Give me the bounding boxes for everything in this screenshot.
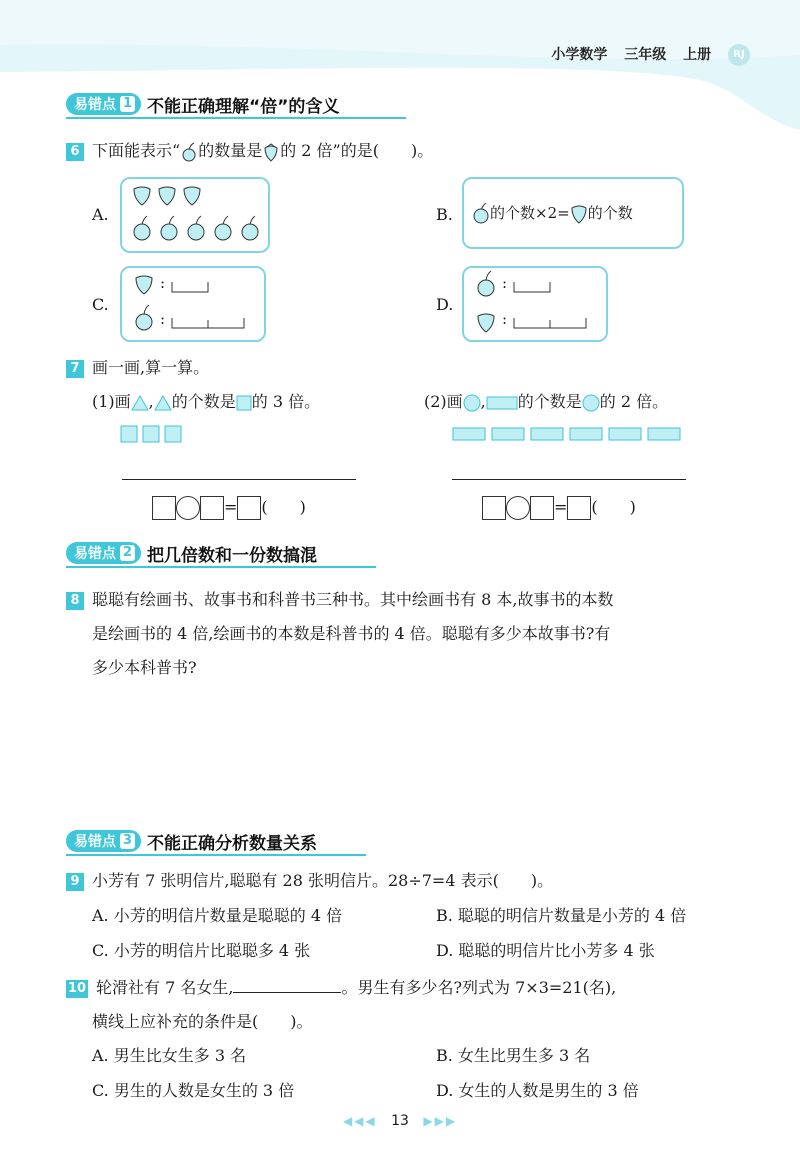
q7-p2-mid2: 的个数是: [517, 392, 582, 411]
option-b-label[interactable]: B.: [436, 205, 453, 224]
q7-rectangles-row: [452, 427, 684, 443]
rectangle-shape: [492, 428, 524, 440]
left-arrows-icon: ◀◀◀: [342, 1114, 377, 1128]
q7-p2-pre: (2)画: [424, 392, 463, 411]
question-number: 6: [66, 143, 84, 161]
q10-option-c[interactable]: C. 男生的人数是女生的 3 倍: [92, 1081, 295, 1100]
strawberry-icon: [478, 314, 494, 332]
rectangle-shape: [531, 428, 563, 440]
section-title: 不能正确分析数量关系: [147, 833, 318, 854]
operator-circle[interactable]: [506, 496, 530, 520]
segment-bar: [514, 282, 550, 292]
q7-squares-row: [120, 425, 186, 443]
section-underline: [66, 117, 406, 119]
q7-p1-mid2: 的个数是: [171, 392, 236, 411]
q7-p2-post: 的 2 倍。: [599, 392, 669, 411]
edition-badge: RJ: [728, 44, 750, 66]
cherry-icon: [242, 216, 258, 240]
colon: :: [502, 274, 508, 292]
section-title: 不能正确理解“倍”的含义: [147, 96, 340, 117]
question-10: [66, 976, 616, 999]
unit-paren[interactable]: ( ): [261, 497, 306, 517]
section-number: 1: [120, 96, 135, 112]
square-shape: [143, 426, 159, 442]
square-icon: [236, 395, 252, 411]
q9-option-d[interactable]: D. 聪聪的明信片比小芳多 4 张: [436, 941, 655, 960]
rectangle-shape: [609, 428, 641, 440]
q10-option-d[interactable]: D. 女生的人数是男生的 3 倍: [436, 1081, 639, 1100]
section-pill: [66, 830, 141, 852]
q7-part-1: [92, 391, 320, 413]
square-shape: [165, 426, 181, 442]
segment-bar: [514, 318, 586, 328]
answer-box[interactable]: [482, 496, 506, 520]
rectangle-icon: [486, 396, 518, 410]
answer-box[interactable]: [152, 496, 176, 520]
option-c-label[interactable]: C.: [92, 295, 109, 314]
section-underline: [66, 854, 366, 856]
equals-sign: =: [224, 497, 238, 517]
question-number: 7: [66, 360, 84, 378]
triangle-icon: [131, 395, 149, 411]
question-8: [66, 583, 746, 685]
circle-icon: [463, 394, 481, 412]
book-info: [539, 44, 750, 66]
q7-text: 画一画,算一算。: [92, 358, 210, 377]
segment-bar: [172, 318, 244, 328]
q10-text-post: 。男生有多少名?列式为 7×3=21(名),: [341, 978, 617, 997]
strawberry-icon: [262, 142, 280, 162]
rectangle-shape: [648, 428, 680, 440]
option-d-label[interactable]: D.: [436, 295, 454, 314]
right-arrows-icon: ▶▶▶: [423, 1114, 458, 1128]
cherry-icon: [472, 202, 490, 224]
cherry-icon: [478, 280, 494, 296]
section-tag-label: 易错点: [74, 546, 116, 562]
option-d-figure: [464, 268, 606, 340]
section-pill: [66, 93, 141, 115]
q9-option-c[interactable]: C. 小芳的明信片比聪聪多 4 张: [92, 941, 311, 960]
segment-bar: [172, 282, 208, 292]
section-title: 把几倍数和一份数搞混: [147, 545, 318, 566]
answer-box[interactable]: [237, 496, 261, 520]
page-number: 13: [391, 1113, 409, 1129]
strawberry-icon: [136, 276, 152, 294]
cherry-icon: [215, 216, 231, 240]
square-shape: [121, 426, 137, 442]
header-band: [0, 0, 800, 140]
option-c-card[interactable]: [120, 266, 266, 342]
section-number: 3: [120, 833, 135, 849]
question-number: 9: [66, 873, 84, 891]
answer-box[interactable]: [200, 496, 224, 520]
question-6: [66, 140, 433, 162]
cherry-icon: [136, 314, 152, 330]
unit-paren[interactable]: ( ): [591, 497, 636, 517]
q7-part-2: [424, 391, 668, 413]
q10-option-b[interactable]: B. 女生比男生多 3 名: [436, 1046, 591, 1065]
q7-equation-1: [152, 496, 306, 520]
q10-line-2: 横线上应补充的条件是( )。: [92, 1012, 313, 1031]
q10-option-a[interactable]: A. 男生比女生多 3 名: [92, 1046, 247, 1065]
q9-text: 小芳有 7 张明信片,聪聪有 28 张明信片。28÷7=4 表示( )。: [92, 871, 554, 890]
option-c-figure: [122, 268, 264, 340]
volume-label: 上册: [683, 47, 712, 63]
section-pill: [66, 542, 141, 564]
section-tag-2: [66, 540, 317, 566]
cherry-icon: [134, 216, 150, 240]
option-a-figure: [122, 179, 268, 251]
operator-circle[interactable]: [176, 496, 200, 520]
q10-text-pre: 轮滑社有 7 名女生,: [96, 978, 234, 997]
answer-box[interactable]: [530, 496, 554, 520]
strawberry-icon: [184, 187, 200, 205]
triangle-icon: [154, 395, 172, 411]
question-9: [66, 870, 553, 892]
q7-p1-pre: (1)画: [92, 392, 131, 411]
section-tag-label: 易错点: [74, 97, 116, 113]
question-number: 10: [67, 980, 87, 996]
colon: :: [160, 274, 166, 292]
q6-text-mid: 的数量是: [198, 141, 263, 160]
q7-p1-mid: ,: [148, 392, 154, 411]
rectangle-shape: [453, 428, 485, 440]
q6-text-pre: 下面能表示“: [92, 141, 181, 160]
section-underline: [66, 566, 376, 568]
circle-icon: [582, 394, 600, 412]
q7-draw-line-2[interactable]: [452, 479, 686, 480]
option-b-card[interactable]: [462, 177, 684, 249]
colon: :: [502, 310, 508, 328]
section-tag-3: [66, 828, 317, 854]
section-tag-1: [66, 91, 339, 117]
answer-box[interactable]: [567, 496, 591, 520]
q8-line-2: 是绘画书的 4 倍,绘画书的本数是科普书的 4 倍。聪聪有多少本故事书?有: [92, 624, 611, 643]
q7-draw-line-1[interactable]: [122, 479, 356, 480]
q7-equation-2: [482, 496, 636, 520]
q10-blank[interactable]: [233, 976, 341, 993]
strawberry-icon: [570, 202, 588, 224]
colon: :: [160, 310, 166, 328]
q9-option-a[interactable]: A. 小芳的明信片数量是聪聪的 4 倍: [92, 906, 343, 925]
grade-label: 三年级: [624, 47, 667, 63]
equals-sign: =: [554, 497, 568, 517]
option-d-card[interactable]: [462, 266, 608, 342]
subject-label: 小学数学: [551, 47, 608, 63]
option-a-card[interactable]: [120, 177, 270, 253]
q9-option-b[interactable]: B. 聪聪的明信片数量是小芳的 4 倍: [436, 906, 687, 925]
question-number: 8: [66, 592, 84, 610]
strawberry-icon: [134, 187, 150, 205]
rectangle-shape: [570, 428, 602, 440]
q8-line-1: 聪聪有绘画书、故事书和科普书三种书。其中绘画书有 8 本,故事书的本数: [92, 590, 614, 609]
q6-text-post: 的 2 倍”的是( )。: [280, 141, 434, 160]
q7-p2-mid: ,: [480, 392, 486, 411]
q7-p1-post: 的 3 倍。: [251, 392, 321, 411]
question-7: [66, 357, 209, 379]
page-footer: [0, 1113, 800, 1129]
section-number: 2: [120, 545, 135, 561]
section-tag-label: 易错点: [74, 834, 116, 850]
cherry-icon: [180, 142, 198, 162]
cherry-icon: [161, 216, 177, 240]
option-a-label[interactable]: A.: [92, 205, 109, 224]
option-b-text-1: 的个数×2=: [490, 204, 570, 222]
option-b-text-2: 的个数: [587, 204, 633, 222]
q8-line-3: 多少本科普书?: [92, 658, 197, 677]
cherry-icon: [188, 216, 204, 240]
strawberry-icon: [159, 187, 175, 205]
